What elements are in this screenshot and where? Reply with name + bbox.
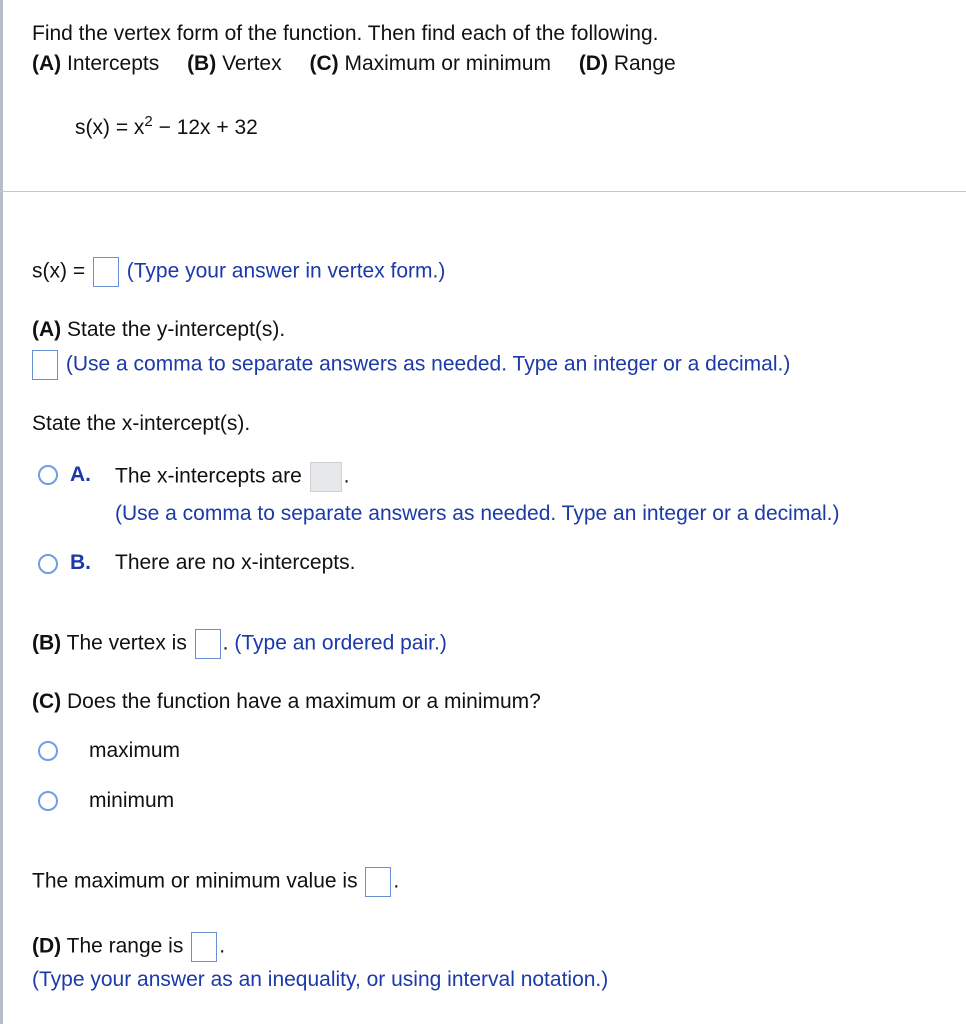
vertex-form-label: s(x) = — [32, 259, 91, 283]
option-a-text: The x-intercepts are — [115, 464, 302, 488]
option-b-letter: B. — [70, 551, 91, 574]
range-prompt: The range is — [61, 934, 184, 958]
vertex-row — [32, 629, 447, 659]
part-d-title: Range — [613, 52, 676, 75]
radio-minimum[interactable] — [38, 791, 58, 811]
vertex-form-hint: (Type your answer in vertex form.) — [126, 259, 446, 283]
range-row — [32, 932, 225, 962]
part-b-tag: (B) — [187, 52, 217, 75]
part-a-tag: (A) — [32, 52, 62, 75]
function-lhs: s(x) = x — [75, 116, 145, 139]
x-intercept-prompt: State the x-intercept(s). — [32, 412, 251, 435]
option-a-letter: A. — [70, 463, 91, 486]
range-input[interactable] — [191, 932, 217, 962]
x-intercepts-input[interactable] — [310, 462, 342, 492]
extreme-value-period: . — [393, 869, 400, 893]
function-expression — [75, 115, 258, 141]
range-hint: (Type your answer as an inequality, or using interval notation.) — [32, 968, 609, 991]
radio-option-a[interactable] — [38, 465, 58, 485]
part-a-label: (A) — [32, 318, 62, 341]
part-c-title: Maximum or minimum — [344, 52, 551, 75]
y-intercept-input[interactable] — [32, 350, 58, 380]
vertex-form-row — [32, 257, 445, 287]
radio-maximum[interactable] — [38, 741, 58, 761]
vertex-period: . — [222, 631, 229, 655]
section-divider — [0, 191, 966, 192]
option-a-hint: (Use a comma to separate answers as needed. Type an integer or a decimal.) — [115, 502, 840, 525]
y-intercept-prompt — [32, 317, 285, 343]
max-min-question: Does the function have a maximum or a minimum? — [61, 690, 541, 713]
instruction-text: Find the vertex form of the function. Then find each of the following. — [32, 22, 659, 45]
function-rhs: − 12x + 32 — [152, 116, 258, 139]
part-d-tag: (D) — [578, 52, 608, 75]
extreme-value-input[interactable] — [365, 867, 391, 897]
extreme-value-row — [32, 867, 399, 897]
vertex-form-input[interactable] — [93, 257, 119, 287]
extreme-value-prompt: The maximum or minimum value is — [32, 869, 358, 893]
radio-option-b[interactable] — [38, 554, 58, 574]
part-c-tag: (C) — [309, 52, 339, 75]
option-b-text: There are no x-intercepts. — [115, 551, 356, 574]
y-intercept-hint: (Use a comma to separate answers as needed. Type an integer or a decimal.) — [65, 352, 791, 376]
part-b-label: (B) — [32, 631, 62, 655]
option-minimum-label: minimum — [89, 789, 175, 812]
option-a-period: . — [343, 464, 350, 488]
parts-list — [32, 51, 676, 77]
part-a-title: Intercepts — [67, 52, 160, 75]
y-intercept-row — [32, 350, 790, 380]
part-c-label: (C) — [32, 690, 62, 713]
option-maximum-label: maximum — [89, 739, 181, 762]
range-period: . — [219, 934, 226, 958]
vertex-prompt: The vertex is — [61, 631, 187, 655]
left-border — [0, 0, 3, 1024]
vertex-input[interactable] — [195, 629, 221, 659]
y-intercept-prompt-text: State the y-intercept(s). — [61, 318, 286, 341]
option-a-row — [115, 462, 349, 492]
part-b-title: Vertex — [222, 52, 282, 75]
function-exponent: 2 — [144, 113, 153, 130]
vertex-hint: (Type an ordered pair.) — [234, 631, 447, 655]
max-min-prompt — [32, 689, 541, 715]
part-d-label: (D) — [32, 934, 62, 958]
